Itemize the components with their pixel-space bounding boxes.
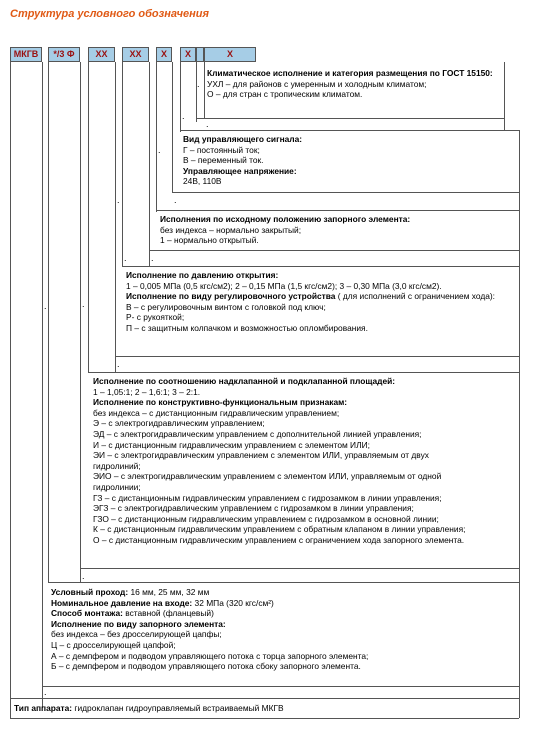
climate-line: УХЛ – для районов с умеренным и холодным климатом; <box>207 78 427 89</box>
adjust-tail: ( для исполнений с ограничением хода): <box>335 291 496 302</box>
nominal-pressure-label: Номинальное давление на входе: <box>51 597 193 608</box>
climate-block <box>207 68 499 100</box>
header-cell-x-1: Х <box>156 47 172 62</box>
design-line: ЭД – с электрогидравлическим управлением с дополнительной линией управления; <box>93 428 422 439</box>
initial-position-block <box>160 214 515 246</box>
hline-signal-bottom <box>172 192 519 193</box>
element-line: А – с демпфером и подводом управляющего потока с торца запорного элемента; <box>51 650 369 661</box>
design-line: гидролиний; <box>93 460 141 471</box>
hline-pressure-close <box>88 372 519 373</box>
position-line: 1 – нормально открытый. <box>160 235 259 246</box>
design-line: О – с дистанционным гидравлическим управлением с ограничением хода запорного элемента. <box>93 534 465 545</box>
hline-type-bottom <box>10 718 519 719</box>
voltage-title: Управляющее напряжение: <box>183 165 297 176</box>
area-ratio-block <box>93 376 515 546</box>
col-line-g <box>149 62 150 266</box>
col-line-k <box>196 62 197 122</box>
position-line: без индекса – нормально закрытый; <box>160 224 302 235</box>
dot-9: . <box>117 359 120 369</box>
voltage-value: 24В, 110В <box>183 176 222 187</box>
device-type-row <box>14 703 514 714</box>
adjust-line: П – с защитным колпачком и возможностью опломбирования. <box>126 322 368 333</box>
outer-left-line <box>10 62 11 718</box>
col-line-a <box>42 62 43 708</box>
ratio-title: Исполнение по соотношению надклапанной и подклапанной площадей: <box>93 376 396 386</box>
dot-12: . <box>44 301 47 311</box>
design-line: ЭГЗ – с электрогидравлическим управлением с гидрозамком в линии управления; <box>93 503 414 514</box>
dot-6: . <box>151 253 154 263</box>
col-line-e <box>115 62 116 372</box>
ratio-line: 1 – 1,05:1; 2 – 1,6:1; 3 – 2:1. <box>93 386 201 397</box>
design-line: гидролинии; <box>93 481 141 492</box>
header-cell-pressure: */3 Ф <box>48 47 80 62</box>
element-line: Б – с демпфером и подводом управляющего потока сбоку запорного элемента. <box>51 661 361 672</box>
signal-line: Г – постоянный ток; <box>183 144 260 155</box>
design-line: ЭИ – с электрогидравлическим управлением с элементом ИЛИ, управляемым от двух <box>93 450 429 461</box>
signal-block <box>183 134 513 187</box>
header-cell-x-2: Х <box>180 47 196 62</box>
dot-4: . <box>174 195 177 205</box>
signal-line: В – переменный ток. <box>183 155 264 166</box>
design-line: Э – с электрогидравлическим управлением; <box>93 418 265 429</box>
hline-specs-bottom <box>42 686 519 687</box>
mount-value: вставной (фланцевый) <box>122 608 214 619</box>
col-line-i <box>172 62 173 192</box>
passage-row <box>51 587 514 598</box>
dot-2: . <box>197 79 200 89</box>
header-cell-mkgv: МКГВ <box>10 47 42 62</box>
adjust-line: Р- с рукояткой; <box>126 312 185 323</box>
hline-specs-close <box>10 698 519 699</box>
adjust-title: Исполнение по виду регулировочного устройства <box>126 291 336 302</box>
opening-pressure-block <box>126 270 514 334</box>
header-cell-xx-1: ХХ <box>88 47 115 62</box>
climate-line: О – для стран с тропическим климатом. <box>207 89 363 100</box>
mount-label: Способ монтажа: <box>51 608 123 619</box>
col-line-j <box>180 62 181 132</box>
col-line-f <box>122 62 123 266</box>
design-line: К – с дистанционным гидравлическим управлением с обратным клапаном в линии управления; <box>93 524 466 535</box>
header-cell-x-3: Х <box>204 47 256 62</box>
right-line-6 <box>519 582 520 718</box>
position-title: Исполнения по исходному положению запорного элемента: <box>160 214 411 224</box>
hline-climate-bottom <box>196 118 504 119</box>
element-title: Исполнение по виду запорного элемента: <box>51 618 226 629</box>
right-line-2 <box>519 130 520 210</box>
element-line: без индекса – без дросселирующей цапфы; <box>51 629 222 640</box>
dot-7: . <box>117 195 120 205</box>
col-line-d <box>88 62 89 372</box>
climate-title: Климатическое исполнение и категория размещения по ГОСТ 15150: <box>207 68 493 78</box>
dot-1: . <box>206 119 209 129</box>
design-title: Исполнение по конструктивно-функциональным признакам: <box>93 397 348 408</box>
passage-value: 16 мм, 25 мм, 32 мм <box>128 587 210 597</box>
dot-5: . <box>158 145 161 155</box>
hline-climate-close <box>180 130 519 131</box>
mount-row <box>51 608 514 619</box>
design-line: без индекса – с дистанционным гидравлическим управлением; <box>93 407 340 418</box>
right-line-4 <box>519 266 520 372</box>
pressure-line: 1 – 0,005 МПа (0,5 кгс/см2); 2 – 0,15 МПа (1,5 кгс/см2); 3 – 0,30 МПа (3,0 кгс/см2). <box>126 280 442 291</box>
header-cell-blank <box>196 47 204 62</box>
device-type-value: гидроклапан гидроуправляемый встраиваемый МКГВ <box>72 703 284 713</box>
hline-ratio-close <box>48 582 519 583</box>
col-line-h <box>156 62 157 212</box>
nominal-pressure-row <box>51 598 514 609</box>
hline-position-close <box>122 266 519 267</box>
signal-title: Вид управляющего сигнала: <box>183 134 303 144</box>
element-line: Ц – с дросселирующей цапфой; <box>51 639 176 650</box>
dot-10: . <box>82 299 85 309</box>
nominal-pressure-value: 32 МПа (320 кгс/см²) <box>192 597 274 608</box>
page-title: Структура условного обозначения <box>10 8 209 20</box>
hline-pressure-bottom <box>115 356 519 357</box>
dot-13: . <box>44 687 47 697</box>
design-line: И – с дистанционным гидравлическим управлением с элементом ИЛИ; <box>93 439 370 450</box>
dot-11: . <box>82 571 85 581</box>
hline-signal-close <box>156 210 519 211</box>
hline-ratio-bottom <box>80 568 519 569</box>
specs-block <box>51 587 514 672</box>
design-line: ЭИО – с электрогидравлическим управлением с элементом ИЛИ, управляемым от одной <box>93 471 442 482</box>
col-line-b <box>48 62 49 582</box>
right-line-3 <box>519 210 520 266</box>
device-type-label: Тип аппарата: <box>14 703 73 713</box>
dot-3: . <box>182 111 185 121</box>
adjust-line: В – с регулировочным винтом с головкой под ключ; <box>126 301 326 312</box>
design-line: ГЗ – с дистанционным гидравлическим управлением с гидрозамком в линии управления; <box>93 492 442 503</box>
header-cell-xx-2: ХХ <box>122 47 149 62</box>
hline-position-bottom <box>149 250 519 251</box>
right-line-5 <box>519 372 520 582</box>
col-line-c <box>80 62 81 582</box>
right-line-1 <box>504 62 505 130</box>
dot-8: . <box>124 253 127 263</box>
design-line: ГЗО – с дистанционным гидравлическим управлением с гидрозамком в основной линии; <box>93 513 439 524</box>
pressure-title: Исполнение по давлению открытия: <box>126 270 279 280</box>
adjust-heading <box>126 291 514 302</box>
passage-label: Условный проход: <box>51 587 129 597</box>
col-line-l <box>204 62 205 118</box>
